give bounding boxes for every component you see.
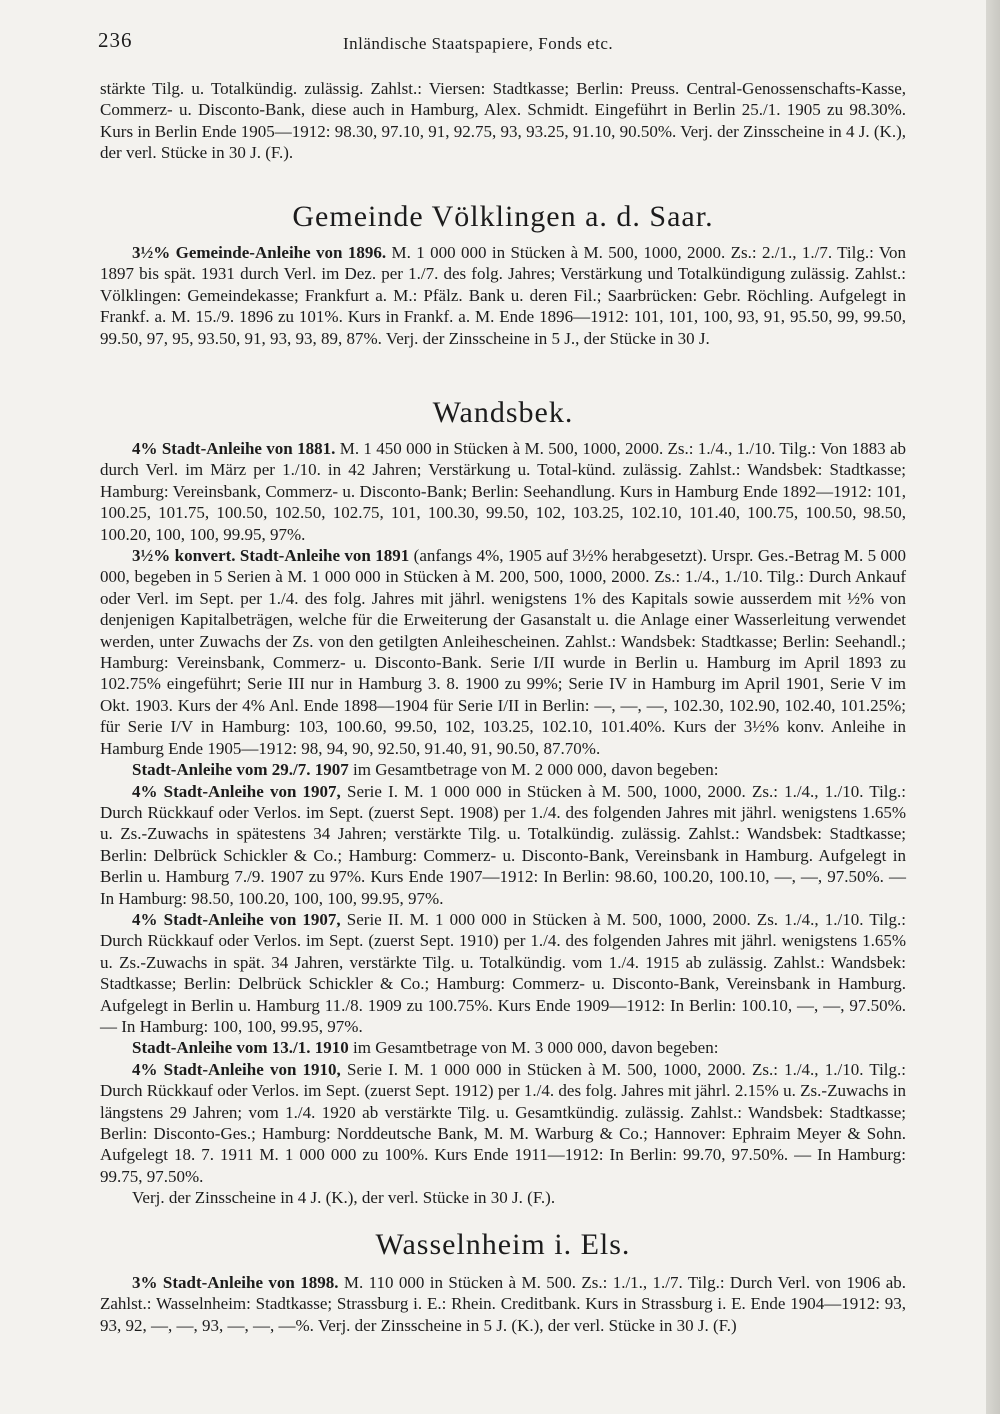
section-voelklingen — [100, 242, 906, 349]
entry-text: Serie I. M. 1 000 000 in Stücken à M. 500, 1000, 2000. Zs.: 1./4., 1./10. Tilg.: Durch Rückkauf oder Verlos. im Sept. (zuerst Sept. 1908) per 1./4. des folgenden Jahres mit jährl. wenigstens 1.65% u. Zs.-Zuwachs in spätestens 34 Jahren; verstärkte Tilg. u. Totalkündig. zulässig. Zahlst.: Wandsbek: Stadtkasse; Berlin: Delbrück Schickler & Co.; Hamburg: Commerz- u. Disconto-Bank, Vereinsbank in Hamburg. Aufgelegt in Berlin u. Hamburg 7./9. 1907 zu 97%. Kurs Ende 1907—1912: In Berlin: 98.60, 100.20, 100.10, —, —, 97.50%. — In Hamburg: 98.50, 100.20, 100, 100, 99.95, 97%. — [100, 781, 906, 908]
entry-text: Serie I. M. 1 000 000 in Stücken à M. 500, 1000, 2000. Zs.: 1./4., 1./10. Tilg.: Durch Rückkauf oder Verlos. im Sept. (zuerst Sept. 1912) per 1./4. des folg. Jahres mit jährl. 2.15% u. Zs.-Zuwachs in längstens 29 Jahren; vom 1./4. 1920 ab verstärkte Tilg. u. Gesamtkündig. zulässig. Zahlst.: Wandsbek: Stadtkasse; Berlin: Disconto-Ges.; Hamburg: Norddeutsche Bank, M. M. Warburg & Co.; Hannover: Ephraim Meyer & Sohn. Aufgelegt 18. 7. 1911 M. 1 000 000 zu 100%. Kurs Ende 1911—1912: In Berlin: 99.70, 97.50%. — In Hamburg: 99.75, 97.50%. — [100, 1059, 906, 1186]
entry-text: M. 1 000 000 in Stücken à M. 500, 1000, 2000. Zs.: 2./1., 1./7. Tilg.: Von 1897 bis spät. 1931 durch Verl. im Dez. per 1./7. des folg. Jahres; Verstärkung und Totalkündigung zulässig. Zahlst.: Völklingen: Gemeindekasse; Frankfurt a. M.: Pfälz. Bank u. deren Fil.; Saarbrücken: Gebr. Röchling. Aufgelegt in Frankf. a. M. 15./9. 1896 zu 101%. Kurs in Frankf. a. M. Ende 1896—1912: 101, 101, 100, 93, 91, 95.50, 99, 99.50, 99.50, 97, 95, 93.50, 91, 93, 93, 89, 87%. Verj. der Zinsscheine in 5 J., der Stücke in 30 J. — [100, 243, 906, 348]
running-title: Inländische Staatspapiere, Fonds etc. — [343, 34, 614, 53]
entry-text: (anfangs 4%, 1905 auf 3½% herabgesetzt). Urspr. Ges.-Betrag M. 5 000 000, begeben in 5 Serien à M. 1 000 000 in Stücken à M. 200, 500, 1000, 2000. Zs.: 1./4., 1./10. Tilg.: Durch Ankauf oder Verl. im Sept. per 1./4. des folg. Jahres mit jährl. wenigstens 1% des Kapitals sowie ausserdem mit ½% von denjenigen Kapitalbeträgen, welche für die Erweiterung der Gasanstalt u. die Anlage einer Wasserleitung verwendet werden, unter Zuwachs der Zs. von den getilgten Anleihescheinen. Zahlst.: Wandsbek: Stadtkasse; Berlin: Seehandl.; Hamburg: Vereinsbank, Commerz- u. Disconto-Bank. Serie I/II wurde in Berlin u. Hamburg im April 1893 zu 102.75% eingeführt; Serie III nur in Hamburg 3. 8. 1900 zu 99%; Serie IV in Hamburg im April 1901, Serie V im Okt. 1903. Kurs der 4% Anl. Ende 1898—1904 für Serie I/II in Berlin: —, —, —, 102.30, 102.90, 102.40, 101.25%; für Serie I/V in Hamburg: 103, 100.60, 99.50, 102, 103.25, 102.10, 101.40%. Kurs der 3½% konv. Anleihe in Hamburg Ende 1905—1912: 98, 94, 90, 92.50, 91.40, 91, 90.50, 87.70%. — [100, 546, 907, 758]
section-title-voelklingen: Gemeinde Völklingen a. d. Saar. — [292, 200, 714, 233]
entry-heading: 4% Stadt-Anleihe von 1910, — [132, 1059, 341, 1079]
entry-paragraph — [100, 781, 906, 909]
entry-paragraph — [100, 1059, 906, 1187]
intro-block — [100, 78, 906, 164]
intro-paragraph: stärkte Tilg. u. Totalkündig. zulässig. Zahlst.: Viersen: Stadtkasse; Berlin: Preuss. Central-Genossenschafts-Kasse, Commerz- u. Disconto-Bank, diese auch in Hamburg, Alex. Schmidt. Eingeführt in Berlin 25./1. 1905 zu 98.30%. Kurs in Berlin Ende 1905—1912: 98.30, 97.10, 91, 92.75, 93, 93.25, 91.10, 90.50%. Verj. der Zinsscheine in 4 J. (K.), der verl. Stücke in 30 J. (F.). — [100, 79, 906, 163]
entry-heading: 3% Stadt-Anleihe von 1898. — [132, 1273, 339, 1292]
entry-heading: Stadt-Anleihe vom 29./7. 1907 — [132, 760, 349, 780]
entry-text: Serie II. M. 1 000 000 in Stücken à M. 500, 1000, 2000. Zs. 1./4., 1./10. Tilg.: Durch Rückkauf oder Verlos. im Sept. (zuerst Sept. 1910) per 1./4. des folgenden Jahres mit jährl. wenigstens 1.65% u. Zs.-Zuwachs in spät. 34 Jahren, verstärkte Tilg. u. Totalkündig. vom 1./4. 1915 ab zulässig. Zahlst.: Wandsbek: Stadtkasse; Berlin: Delbrück Schickler & Co.; Hamburg: Commerz- u. Disconto-Bank, Vereinsbank in Hamburg. Aufgelegt in Berlin u. Hamburg 11./8. 1909 zu 100.75%. Kurs Ende 1909—1912: In Berlin: 100.10, —, —, 97.50%. — In Hamburg: 100, 100, 99.95, 97%. — [100, 909, 907, 1036]
entry-text: im Gesamtbetrage von M. 2 000 000, davon begeben: — [353, 760, 719, 780]
entry-paragraph — [100, 1272, 906, 1336]
entry-paragraph — [100, 242, 906, 349]
entry-text: M. 1 450 000 in Stücken à M. 500, 1000, 2000. Zs.: 1./4., 1./10. Tilg.: Von 1883 ab durch Verl. im März per 1./10. in 42 Jahren; Verstärkung u. Total-künd. zulässig. Zahlst.: Wandsbek: Stadtkasse; Hamburg: Vereinsbank, Commerz- u. Disconto-Bank; Berlin: Seehandlung. Kurs in Hamburg Ende 1892—1912: 101, 100.25, 101.75, 100.50, 102.50, 102.75, 101, 100.30, 99.50, 102, 103.25, 102.10, 101.40, 100.75, 100.50, 98.50, 100.20, 100, 100, 99.95, 97%. — [100, 439, 906, 544]
page-number: 236 — [98, 28, 133, 52]
entry-paragraph — [100, 545, 906, 759]
entry-heading: Stadt-Anleihe vom 13./1. 1910 — [132, 1038, 349, 1058]
section-title-wandsbek: Wandsbek. — [432, 396, 574, 429]
entry-paragraph — [100, 1037, 906, 1058]
section-wandsbek — [100, 438, 906, 1209]
entry-heading: 3½% Gemeinde-Anleihe von 1896. — [132, 243, 387, 262]
section-wasselnheim — [100, 1272, 906, 1336]
entry-text: Verj. der Zinsscheine in 4 J. (K.), der verl. Stücke in 30 J. (F.). — [132, 1188, 556, 1208]
entry-text: M. 110 000 in Stücken à M. 500. Zs.: 1./1., 1./7. Tilg.: Durch Verl. von 1906 ab. Zahlst.: Wasselnheim: Stadtkasse; Strassburg i. E.: Rhein. Creditbank. Kurs in Strassburg i. E. Ende 1904—1912: 93, 93, 92, —, —, 93, —, —, —%. Verj. der Zinsscheine in 5 J. (K.), der verl. Stücke in 30 J. (F.) — [100, 1273, 907, 1335]
page-fold-shadow — [986, 0, 1000, 1414]
entry-heading: 4% Stadt-Anleihe von 1907, — [132, 781, 341, 801]
entry-paragraph — [100, 909, 906, 1037]
entry-paragraph — [100, 1187, 906, 1208]
entry-heading: 4% Stadt-Anleihe von 1881. — [132, 439, 336, 458]
section-title-wasselnheim: Wasselnheim i. Els. — [375, 1228, 631, 1261]
entry-heading: 3½% konvert. Stadt-Anleihe von 1891 — [132, 546, 410, 566]
entry-paragraph — [100, 759, 906, 780]
entry-heading: 4% Stadt-Anleihe von 1907, — [132, 909, 341, 929]
entry-paragraph — [100, 438, 906, 545]
entry-text: im Gesamtbetrage von M. 3 000 000, davon begeben: — [353, 1038, 719, 1058]
